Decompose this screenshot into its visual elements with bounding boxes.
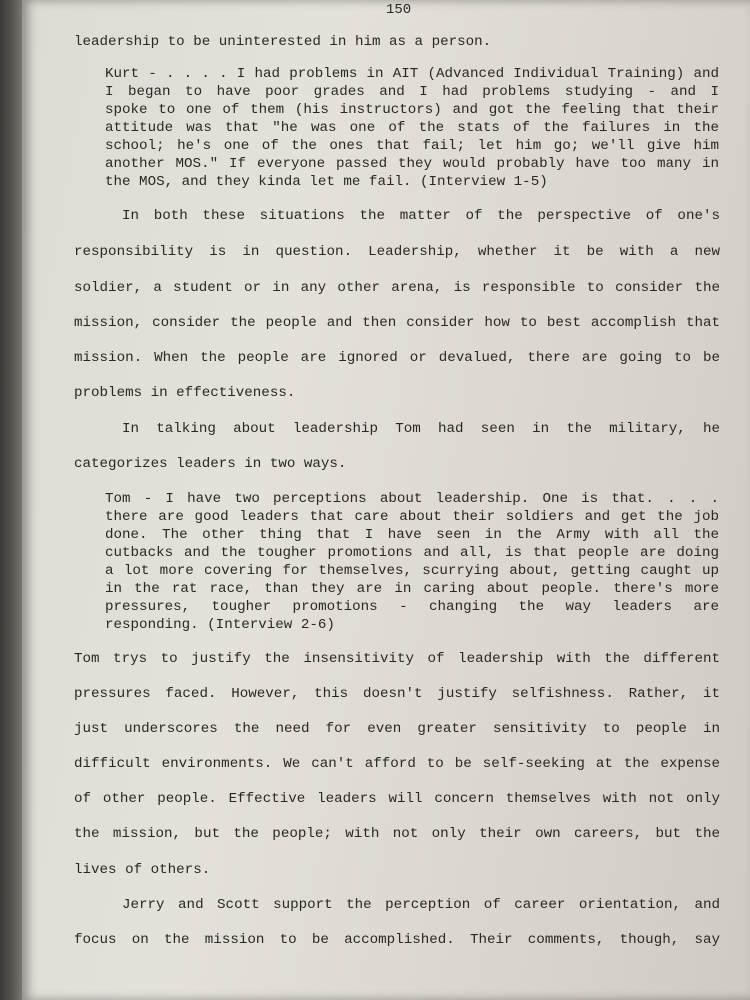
quote-line: responding. (Interview 2-6) — [105, 617, 335, 633]
paragraph-line: problems in effectiveness. — [74, 385, 296, 401]
paragraph-line: lives of others. — [74, 862, 211, 878]
paragraph-line: pressures faced. However, this doesn't justify selfishness. Rather, it — [74, 686, 720, 702]
paragraph-line: the mission, but the people; with not only their own careers, but the — [74, 826, 720, 842]
paragraph-line: responsibility is in question. Leadership, whether it be with a new — [74, 244, 720, 260]
quote-line: the MOS, and they kinda let me fail. (Interview 1-5) — [105, 174, 548, 190]
paragraph-line: of other people. Effective leaders will concern themselves with not only — [74, 791, 720, 807]
paragraph-line: categorizes leaders in two ways. — [74, 456, 347, 472]
quote-line: done. The other thing that I have seen in the Army with all the — [105, 527, 719, 543]
quote-line: in the rat race, than they are in caring about people. there's more — [105, 581, 719, 597]
document-page — [22, 0, 750, 1000]
quote-line: cutbacks and the tougher promotions and all, is that people are doing — [105, 545, 719, 561]
paragraph-line: focus on the mission to be accomplished. Their comments, though, say — [74, 932, 720, 948]
quote-line: spoke to one of them (his instructors) and got the feeling that their — [105, 102, 719, 118]
quote-line: a lot more covering for themselves, scurrying about, getting caught up — [105, 563, 719, 579]
paragraph-line: leadership to be uninterested in him as a person. — [74, 34, 492, 50]
paragraph-line: soldier, a student or in any other arena, is responsible to consider the — [74, 280, 720, 296]
paragraph-line: In talking about leadership Tom had seen in the military, he — [122, 421, 720, 437]
quote-line: Kurt - . . . . I had problems in AIT (Advanced Individual Training) and — [105, 66, 719, 82]
paragraph-line: Tom trys to justify the insensitivity of leadership with the different — [74, 651, 720, 667]
paragraph-line: just underscores the need for even greater sensitivity to people in — [74, 721, 720, 737]
quote-line: there are good leaders that care about their soldiers and get the job — [105, 509, 719, 525]
quote-line: pressures, tougher promotions - changing the way leaders are — [105, 599, 719, 615]
paragraph-line: difficult environments. We can't afford to be self-seeking at the expense — [74, 756, 720, 772]
quote-line: school; he's one of the ones that fail; let him go; we'll give him — [105, 138, 719, 154]
quote-line: attitude was that "he was one of the stats of the failures in the — [105, 120, 719, 136]
quote-line: Tom - I have two perceptions about leadership. One is that. . . . — [105, 491, 719, 507]
quote-line: I began to have poor grades and I had problems studying - and I — [105, 84, 719, 100]
paragraph-line: Jerry and Scott support the perception of career orientation, and — [122, 897, 720, 913]
paragraph-line: mission, consider the people and then consider how to best accomplish that — [74, 315, 720, 331]
quote-line: another MOS." If everyone passed they would probably have too many in — [105, 156, 719, 172]
book-binding — [0, 0, 22, 1000]
page-number: 150 — [386, 2, 412, 18]
paragraph-line: In both these situations the matter of the perspective of one's — [122, 208, 720, 224]
paragraph-line: mission. When the people are ignored or devalued, there are going to be — [74, 350, 720, 366]
